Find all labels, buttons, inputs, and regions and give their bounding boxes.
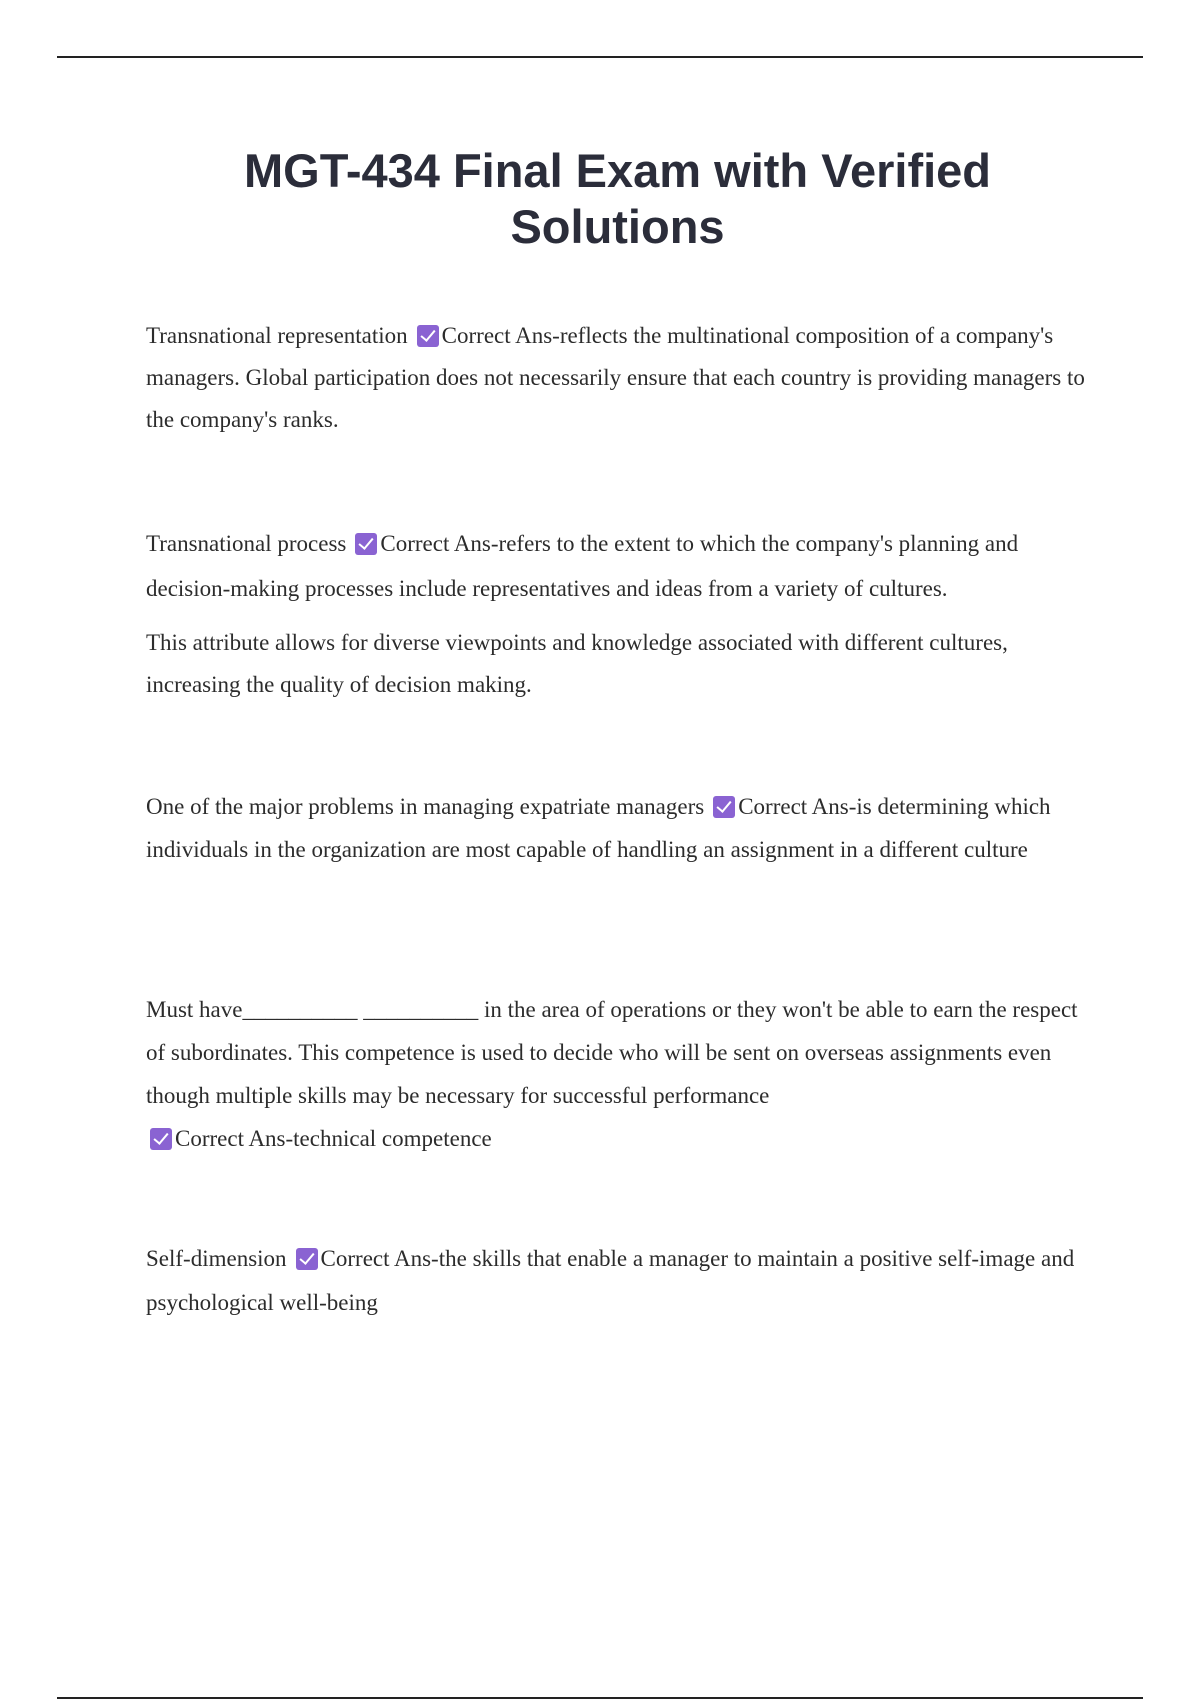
question-term: Transnational process xyxy=(146,531,347,556)
checkbox-checked-icon xyxy=(417,325,439,347)
answer-text: Correct Ans-technical competence xyxy=(175,1126,492,1151)
checkbox-checked-icon xyxy=(355,533,377,555)
checkbox-checked-icon xyxy=(713,796,735,818)
answer-text: Correct Ans-refers to the extent to which the company's planning and decision-making processes include representatives and ideas from a variety of cultures. xyxy=(146,531,1019,601)
qa-text xyxy=(146,315,1096,441)
qa-text xyxy=(146,1237,1096,1325)
question-term: Self-dimension xyxy=(146,1246,287,1271)
qa-text xyxy=(146,521,1096,611)
bottom-divider xyxy=(57,1697,1143,1699)
qa-text xyxy=(146,785,1096,871)
checkbox-checked-icon xyxy=(296,1248,318,1270)
qa-item xyxy=(146,785,1096,871)
qa-item xyxy=(146,521,1096,706)
answer-note: This attribute allows for diverse viewpoints and knowledge associated with different cultures, increasing the quality of decision making. xyxy=(146,630,1008,697)
question-term: One of the major problems in managing expatriate managers xyxy=(146,794,705,819)
qa-item xyxy=(146,315,1096,441)
answer-text: Correct Ans-reflects the multinational composition of a company's managers. Global participation does not necessarily ensure that each country is providing managers to the company's ranks. xyxy=(146,323,1085,432)
answer-text: Correct Ans-the skills that enable a manager to maintain a positive self-image and psychological well-being xyxy=(146,1246,1075,1315)
qa-item xyxy=(146,988,1096,1160)
answer-text: Correct Ans-is determining which individuals in the organization are most capable of handling an assignment in a different culture xyxy=(146,794,1051,862)
qa-text xyxy=(146,988,1096,1160)
page-title: MGT-434 Final Exam with Verified Solutions xyxy=(244,144,991,253)
checkbox-checked-icon xyxy=(150,1128,172,1150)
top-divider xyxy=(57,56,1143,58)
question-term: Transnational representation xyxy=(146,323,408,348)
qa-item xyxy=(146,1237,1096,1325)
question-term: Must have__________ __________ in the area of operations or they won't be able to earn the respect of subordinates. This competence is used to decide who will be sent on overseas assignments even though multiple skills may be necessary for successful performance xyxy=(146,997,1078,1108)
